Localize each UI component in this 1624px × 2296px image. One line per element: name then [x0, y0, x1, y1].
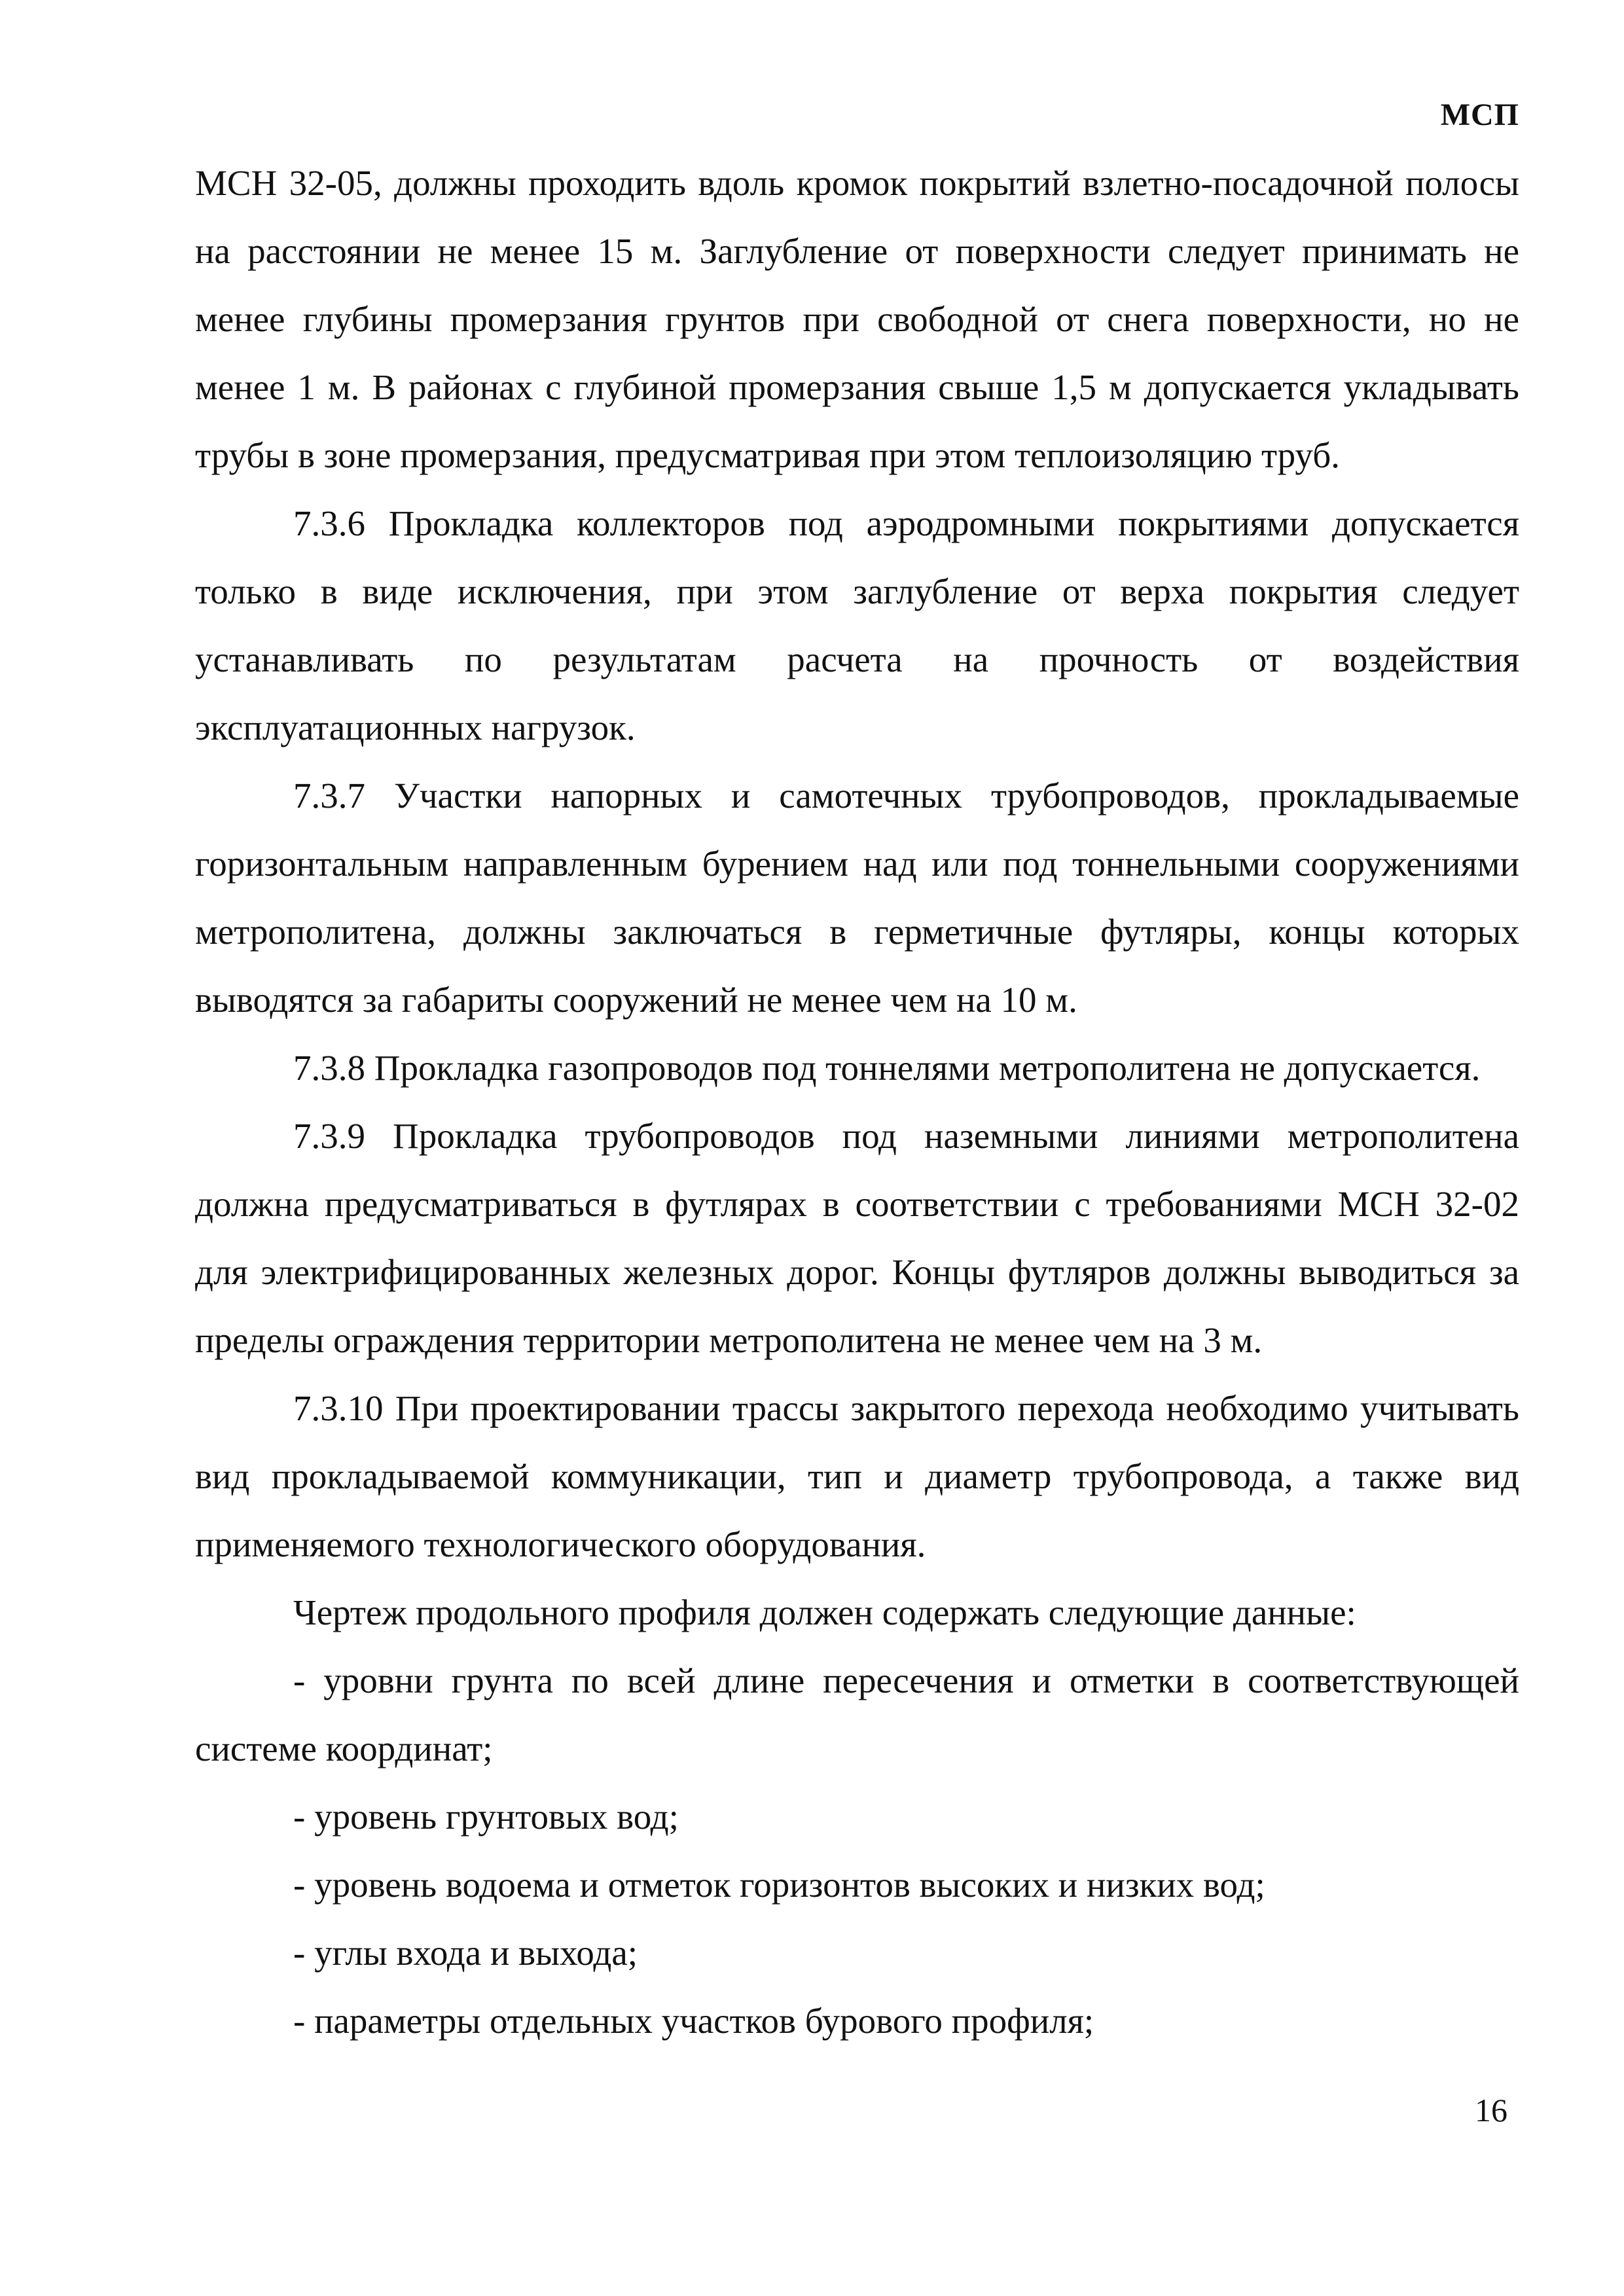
list-item: - уровень водоема и отметок горизонтов высоких и низких вод;: [293, 1865, 1265, 1905]
page-number: 16: [1475, 2092, 1507, 2128]
paragraph-7-3-10: 7.3.10 При проектировании трассы закрытого перехода необходимо учитывать вид прокладываемой коммуникации, тип и диаметр трубопровода, а также вид применяемого технологического оборудования.: [195, 1388, 1519, 1564]
document-code: МСП: [1440, 98, 1519, 132]
list-item: - уровень грунтовых вод;: [293, 1797, 679, 1837]
paragraph-7-3-6: 7.3.6 Прокладка коллекторов под аэродромными покрытиями допускается только в виде исключения, при этом заглубление от верха покрытия следует устанавливать по результатам расчета на прочность от воздействия эксплуатационных нагрузок.: [195, 503, 1519, 747]
paragraph-continuation: МСН 32-05, должны проходить вдоль кромок покрытий взлетно-посадочной полосы на расстоянии не менее 15 м. Заглубление от поверхности следует принимать не менее глубины промерзания грунтов при свободной от снега поверхности, но не менее 1 м. В районах с глубиной промерзания свыше 1,5 м допускается укладывать трубы в зоне промерзания, предусматривая при этом теплоизоляцию труб.: [195, 163, 1519, 475]
list-item: - параметры отдельных участков бурового профиля;: [293, 2001, 1094, 2041]
list-item: - уровни грунта по всей длине пересечения и отметки в соответствующей системе координат;: [195, 1660, 1519, 1768]
paragraph-7-3-7: 7.3.7 Участки напорных и самотечных трубопроводов, прокладываемые горизонтальным направленным бурением над или под тоннельными сооружениями метрополитена, должны заключаться в герметичные футляры, концы которых выводятся за габариты сооружений не менее чем на 10 м.: [195, 776, 1519, 1020]
paragraph-7-3-8: 7.3.8 Прокладка газопроводов под тоннелями метрополитена не допускается.: [293, 1048, 1481, 1088]
paragraph-7-3-9: 7.3.9 Прокладка трубопроводов под наземными линиями метрополитена должна предусматриваться в футлярах в соответствии с требованиями МСН 32-02 для электрифицированных железных дорог. Концы футляров должны выводиться за пределы ограждения территории метрополитена не менее чем на 3 м.: [195, 1116, 1519, 1360]
list-item: - углы входа и выхода;: [293, 1933, 638, 1973]
document-body: [195, 149, 1519, 2055]
paragraph-profile-intro: Чертеж продольного профиля должен содержать следующие данные:: [293, 1592, 1356, 1632]
